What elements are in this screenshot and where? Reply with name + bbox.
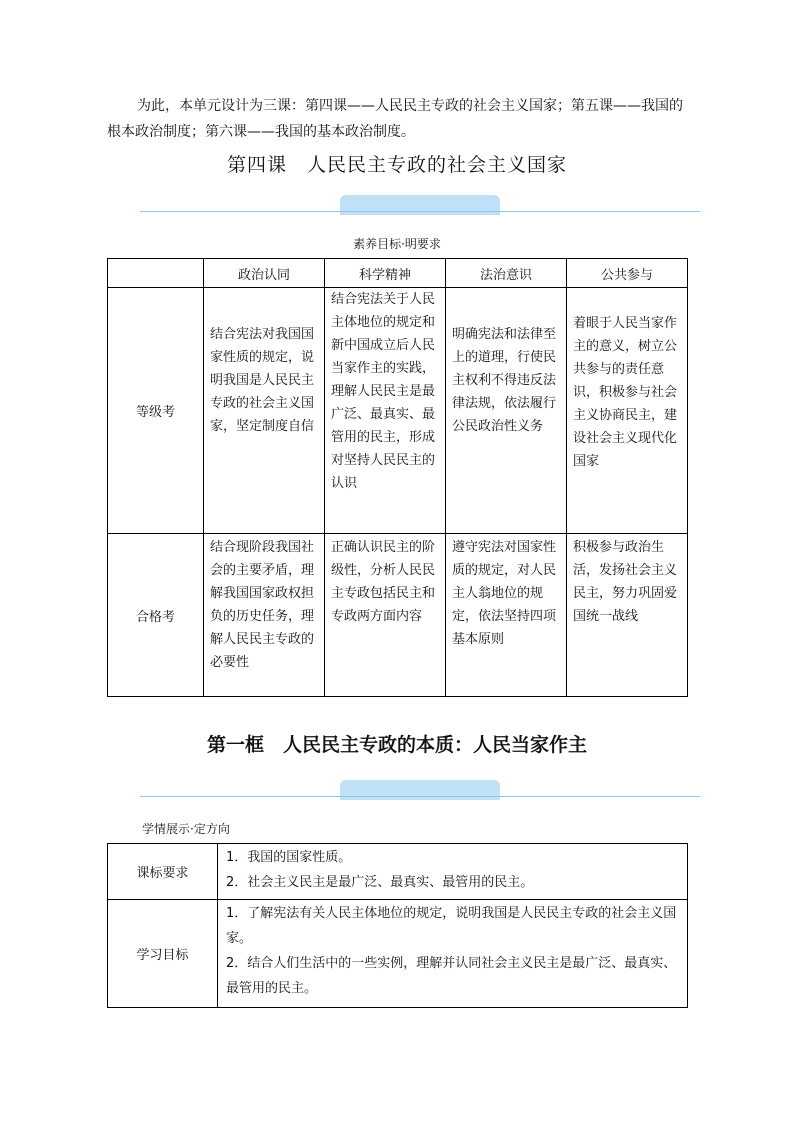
divider-line	[140, 796, 700, 797]
goals-table	[107, 258, 688, 697]
table-cell: 结合现阶段我国社会的主要矛盾，理解我国国家政权担负的历史任务，理解人民民主专政的必要性	[204, 534, 325, 697]
list-item: 2．结合人们生活中的一些实例，理解并认同社会主义民主是最广泛、最真实、最管用的民主。	[226, 956, 677, 996]
row-label: 等级考	[108, 288, 204, 534]
row-label: 课标要求	[108, 844, 218, 900]
list-item: 2．社会主义民主是最广泛、最真实、最管用的民主。	[226, 875, 534, 890]
table-cell: 明确宪法和法律至上的道理，行使民主权利不得违反法律法规，依法履行公民政治性义务	[446, 288, 567, 534]
header-cell: 科学精神	[325, 259, 446, 288]
lesson-title: 第四课 人民民主专政的社会主义国家	[226, 154, 567, 176]
row-label: 学习目标	[108, 900, 218, 1008]
header-cell	[108, 259, 204, 288]
section-divider-bar	[140, 195, 700, 215]
table-row	[108, 844, 688, 900]
row-label: 合格考	[108, 534, 204, 697]
study-caption: 学情展示·定方向	[142, 822, 230, 836]
study-table	[107, 843, 688, 1008]
table-row	[108, 900, 688, 1008]
list-item: 1．我国的国家性质。	[226, 850, 352, 865]
section-divider-bar	[140, 780, 700, 800]
table-cell	[218, 900, 688, 1008]
list-item: 1．了解宪法有关人民主体地位的规定，说明我国是人民民主专政的社会主义国家。	[226, 906, 677, 946]
divider-tab	[340, 195, 500, 215]
header-cell: 法治意识	[446, 259, 567, 288]
table-cell: 积极参与政治生活，发扬社会主义民主，努力巩固爱国统一战线	[567, 534, 688, 697]
table-cell: 结合宪法对我国国家性质的规定，说明我国是人民民主专政的社会主义国家，坚定制度自信	[204, 288, 325, 534]
divider-tab	[340, 780, 500, 800]
divider-line	[140, 211, 700, 212]
table-cell: 着眼于人民当家作主的意义，树立公共参与的责任意识，积极参与社会主义协商民主，建设社会主义现代化国家	[567, 288, 688, 534]
intro-paragraph: 为此，本单元设计为三课：第四课——人民民主专政的社会主义国家；第五课——我国的根本政治制度；第六课——我国的基本政治制度。	[107, 98, 683, 140]
table-cell: 正确认识民主的阶级性，分析人民民主专政包括民主和专政两方面内容	[325, 534, 446, 697]
section-title: 第一框 人民民主专政的本质：人民当家作主	[206, 734, 587, 756]
goals-header-row	[108, 259, 688, 288]
table-cell: 遵守宪法对国家性质的规定，对人民主人翁地位的规定，依法坚持四项基本原则	[446, 534, 567, 697]
table-row	[108, 534, 688, 697]
table-cell: 结合宪法关于人民主体地位的规定和新中国成立后人民当家作主的实践，理解人民民主是最广泛、最真实、最管用的民主，形成对坚持人民民主的认识	[325, 288, 446, 534]
table-cell	[218, 844, 688, 900]
table-row	[108, 288, 688, 534]
header-cell: 公共参与	[567, 259, 688, 288]
header-cell: 政治认同	[204, 259, 325, 288]
goals-caption: 素养目标·明要求	[353, 237, 441, 251]
